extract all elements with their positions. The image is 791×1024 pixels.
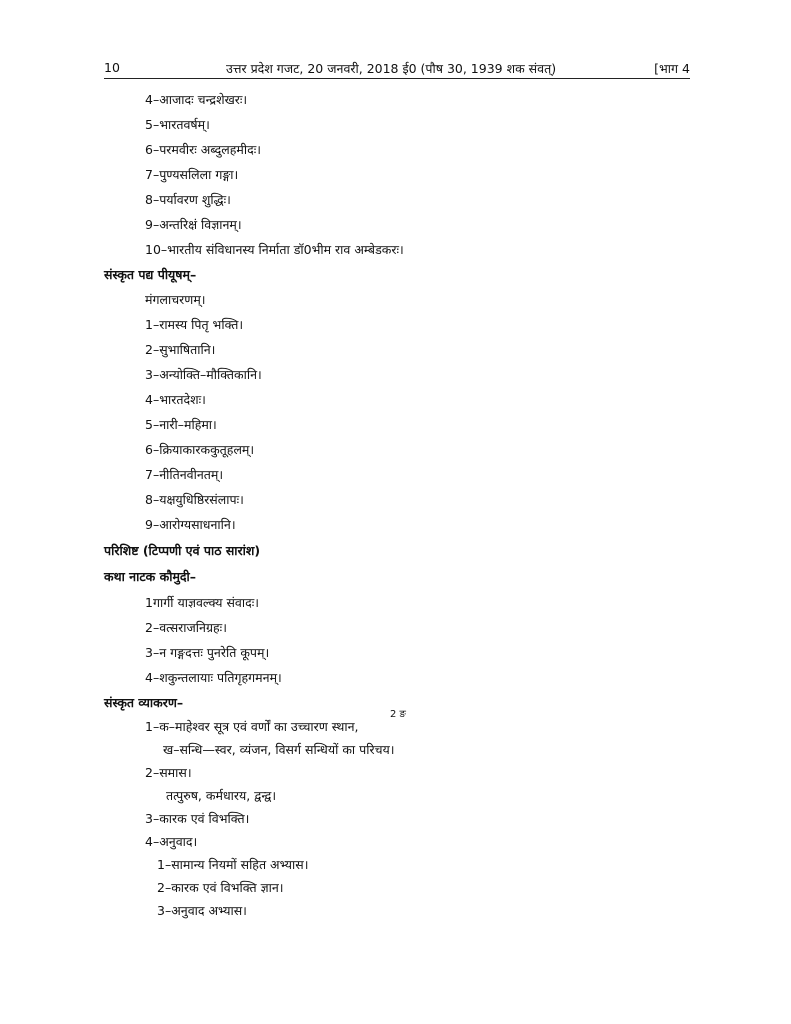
- list-item: 6–क्रियाकारककुतूहलम्।: [145, 442, 255, 457]
- list-item: तत्पुरुष, कर्मधारय, द्वन्द्व।: [166, 788, 277, 803]
- list-item: 7–नीतिनवीनतम्।: [145, 467, 224, 482]
- list-item: 2–कारक एवं विभक्ति ज्ञान।: [157, 880, 284, 895]
- section-heading-padya: संस्कृत पद्य पीयूषम्–: [104, 267, 197, 282]
- list-item: 1गार्गी याज्ञवल्क्य संवादः।: [145, 595, 260, 610]
- part-label: [भाग 4: [654, 61, 690, 76]
- list-item: 10–भारतीय संविधानस्य निर्माता डॉ0भीम राव अम्बेडकरः।: [145, 242, 404, 257]
- list-item: 6–परमवीरः अब्दुलहमीदः।: [145, 142, 262, 157]
- list-item: 4–आजादः चन्द्रशेखरः।: [145, 92, 248, 107]
- list-item: 4–भारतदेशः।: [145, 392, 206, 407]
- list-item: 2–समास।: [145, 765, 192, 780]
- list-item: 4–अनुवाद।: [145, 834, 198, 849]
- page-number: 10: [104, 60, 120, 75]
- list-item: 2–सुभाषितानि।: [145, 342, 216, 357]
- list-item: 9–आरोग्यसाधनानि।: [145, 517, 236, 532]
- list-item: 8–यक्षयुधिष्ठिरसंलापः।: [145, 492, 244, 507]
- list-item: 1–रामस्य पितृ भक्ति।: [145, 317, 244, 332]
- list-item: 3–अन्योक्ति–मौक्तिकानि।: [145, 367, 262, 382]
- list-item: 8–पर्यावरण शुद्धिः।: [145, 192, 231, 207]
- section-heading-katha: कथा नाटक कौमुदी–: [104, 569, 197, 584]
- page-header: [104, 58, 690, 79]
- list-item: 1–सामान्य नियमों सहित अभ्यास।: [157, 857, 309, 872]
- section-heading-vyakaran: संस्कृत व्याकरण–: [104, 695, 184, 710]
- list-item: 2–वत्सराजनिग्रहः।: [145, 620, 227, 635]
- list-item: 5–भारतवर्षम्।: [145, 117, 210, 132]
- list-item: ख–सन्धि—स्वर, व्यंजन, विसर्ग सन्धियों का परिचय।: [163, 742, 395, 757]
- list-item: मंगलाचरणम्।: [145, 292, 206, 307]
- list-item: 3–अनुवाद अभ्यास।: [157, 903, 247, 918]
- list-item: 3–न गङ्गदत्तः पुनरेति कूपम्।: [145, 645, 270, 660]
- list-item: 5–नारी–महिमा।: [145, 417, 217, 432]
- list-item: 9–अन्तरिक्षं विज्ञानम्।: [145, 217, 242, 232]
- list-item: 3–कारक एवं विभक्ति।: [145, 811, 250, 826]
- list-item: 1–क–माहेश्वर सूत्र एवं वर्णों का उच्चारण स्थान,: [145, 719, 359, 734]
- list-item: 4–शकुन्तलायाः पतिगृहगमनम्।: [145, 670, 282, 685]
- section-heading-parishisht: परिशिष्ट (टिप्पणी एवं पाठ सारांश): [104, 543, 261, 558]
- list-item: 7–पुण्यसलिला गङ्गा।: [145, 167, 239, 182]
- gazette-title: उत्तर प्रदेश गजट, 20 जनवरी, 2018 ई0 (पौष 30, 1939 शक संवत्): [226, 61, 557, 76]
- superscript-note: 2 ङ: [390, 709, 406, 720]
